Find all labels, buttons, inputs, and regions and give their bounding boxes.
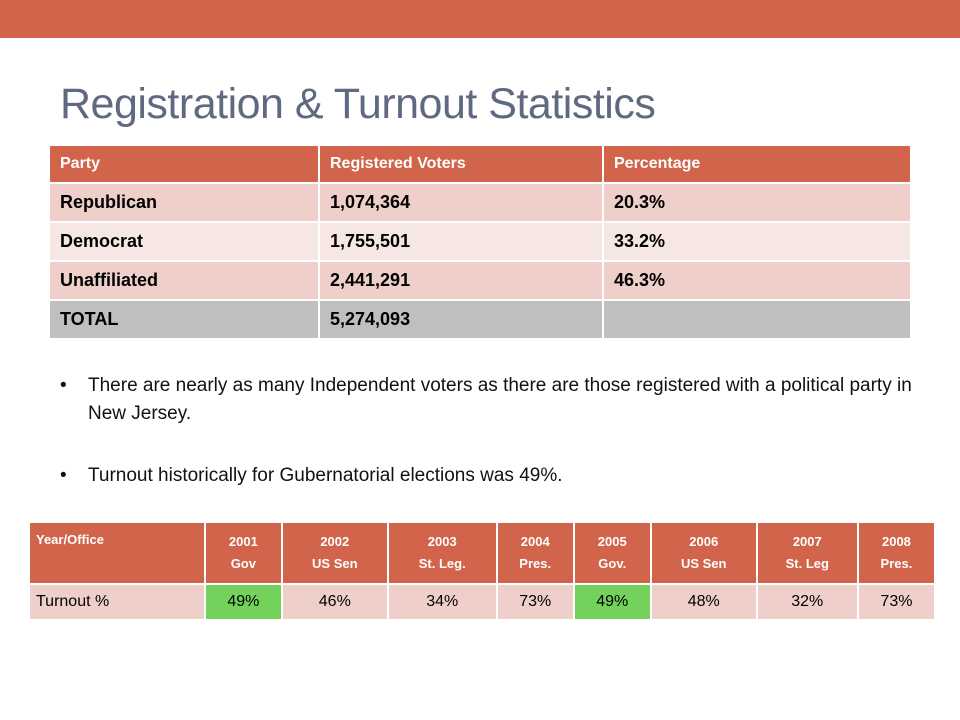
registration-table: [48, 144, 912, 340]
header-year-column: [574, 522, 651, 584]
party-cell: Democrat: [49, 222, 319, 261]
table-row: [49, 222, 911, 261]
slide-title: Registration & Turnout Statistics: [60, 80, 656, 128]
bullet-item: [60, 372, 920, 428]
header-year-column: [757, 522, 858, 584]
turnout-cell: 49%: [574, 584, 651, 620]
turnout-cell: 48%: [651, 584, 757, 620]
column-office: US Sen: [680, 556, 727, 571]
header-year-column: [282, 522, 388, 584]
turnout-row: [29, 584, 935, 620]
bullet-dot-icon: •: [60, 375, 67, 396]
header-percentage: Percentage: [603, 145, 911, 183]
turnout-cell: 73%: [497, 584, 574, 620]
turnout-table: [28, 521, 936, 621]
column-year: 2001: [228, 534, 258, 549]
header-year-office: Year/Office: [29, 522, 205, 584]
column-year: 2002: [320, 534, 350, 549]
table-row: [49, 183, 911, 222]
column-office: Pres.: [880, 556, 913, 571]
total-label-cell: TOTAL: [49, 300, 319, 339]
turnout-row-label: Turnout %: [29, 584, 205, 620]
column-office: St. Leg.: [418, 556, 466, 571]
header-year-column: [497, 522, 574, 584]
percentage-cell: 20.3%: [603, 183, 911, 222]
column-year: 2004: [520, 534, 550, 549]
column-year: 2008: [881, 534, 911, 549]
column-office: Gov.: [598, 556, 627, 571]
header-year-column: [651, 522, 757, 584]
turnout-cell: 34%: [388, 584, 497, 620]
percentage-cell: 33.2%: [603, 222, 911, 261]
header-registered-voters: Registered Voters: [319, 145, 603, 183]
bullet-dot-icon: •: [60, 465, 67, 486]
turnout-cell: 49%: [205, 584, 282, 620]
header-party: Party: [49, 145, 319, 183]
column-year: 2007: [792, 534, 822, 549]
column-office: US Sen: [312, 556, 358, 571]
total-row: [49, 300, 911, 339]
bullet-text: There are nearly as many Independent voters as there are those registered with a political party in New Jersey.: [88, 375, 912, 424]
top-accent-bar: [0, 0, 960, 38]
turnout-cell: 46%: [282, 584, 388, 620]
total-percentage-cell: [603, 300, 911, 339]
voters-cell: 1,074,364: [319, 183, 603, 222]
party-cell: Republican: [49, 183, 319, 222]
column-office: St. Leg: [785, 556, 829, 571]
party-cell: Unaffiliated: [49, 261, 319, 300]
header-year-column: [205, 522, 282, 584]
table-row: [49, 261, 911, 300]
column-year: 2003: [427, 534, 457, 549]
voters-cell: 2,441,291: [319, 261, 603, 300]
column-year: 2006: [689, 534, 719, 549]
percentage-cell: 46.3%: [603, 261, 911, 300]
voters-cell: 1,755,501: [319, 222, 603, 261]
total-voters-cell: 5,274,093: [319, 300, 603, 339]
registration-header-row: [49, 145, 911, 183]
turnout-header-row: [29, 522, 935, 584]
turnout-cell: 73%: [858, 584, 935, 620]
header-year-column: [858, 522, 935, 584]
column-office: Gov: [230, 556, 256, 571]
bullet-item: [60, 462, 920, 490]
turnout-cell: 32%: [757, 584, 858, 620]
column-office: Pres.: [519, 556, 552, 571]
bullet-text: Turnout historically for Gubernatorial elections was 49%.: [88, 465, 563, 486]
bullet-list: [60, 372, 920, 490]
header-year-column: [388, 522, 497, 584]
column-year: 2005: [597, 534, 627, 549]
